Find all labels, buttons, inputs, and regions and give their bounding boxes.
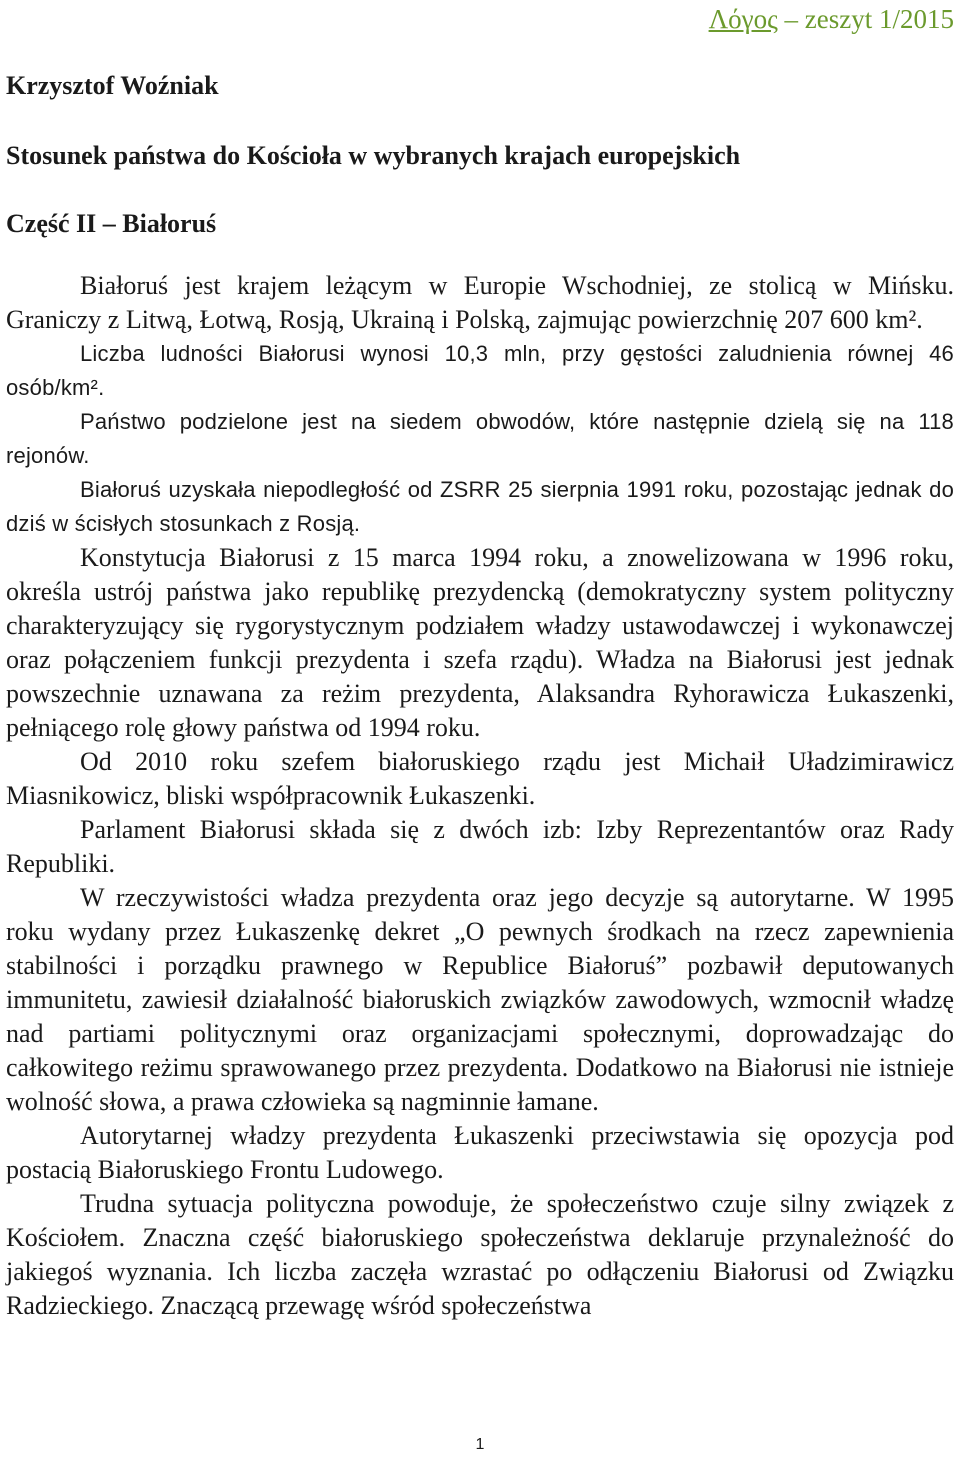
paragraph-2: Liczba ludności Białorusi wynosi 10,3 mln, przy gęstości zaludnienia równej 46 osób/km².: [6, 341, 954, 400]
article-body: [6, 269, 954, 1323]
paragraph-9: Autorytarnej władzy prezydenta Łukaszenki przeciwstawia się opozycja pod postacią Białoruskiego Frontu Ludowego.: [6, 1121, 954, 1184]
journal-name: Λόγος: [708, 4, 778, 34]
paragraph-6: Od 2010 roku szefem białoruskiego rządu jest Michaił Uładzimirawicz Miasnikowicz, bliski współpracownik Łukaszenki.: [6, 747, 954, 810]
journal-issue: – zeszyt 1/2015: [777, 4, 954, 34]
article-title: Stosunek państwa do Kościoła w wybranych krajach europejskich: [6, 141, 741, 170]
page-number: 1: [475, 1436, 485, 1453]
paragraph-1: Białoruś jest krajem leżącym w Europie Wschodniej, ze stolicą w Mińsku. Graniczy z Litwą, Łotwą, Rosją, Ukrainą i Polską, zajmując powierzchnię 207 600 km².: [6, 271, 954, 334]
paragraph-7: Parlament Białorusi składa się z dwóch izb: Izby Reprezentantów oraz Rady Republiki.: [6, 815, 954, 878]
article-author: Krzysztof Woźniak: [6, 71, 219, 100]
article-part-heading: Część II – Białoruś: [6, 209, 217, 238]
paragraph-5: Konstytucja Białorusi z 15 marca 1994 roku, a znowelizowana w 1996 roku, określa ustrój państwa jako republikę prezydencką (demokratyczny system polityczny charakteryzujący się rygorystycznym podziałem władzy ustawodawczej i wykonawczej oraz połączeniem funkcji prezydenta i szefa rządu). Władza na Białorusi jest jednak powszechnie uznawana za reżim prezydenta, Alaksandra Ryhorawicza Łukaszenki, pełniącego rolę głowy państwa od 1994 roku.: [6, 543, 954, 742]
paragraph-10: Trudna sytuacja polityczna powoduje, że społeczeństwo czuje silny związek z Kościołem. Znaczna część białoruskiego społeczeństwa deklaruje przynależność do jakiegoś wyznania. Ich liczba zaczęła wzrastać po odłączeniu Białorusi od Związku Radzieckiego. Znaczącą przewagę wśród społeczeństwa: [6, 1189, 954, 1320]
paragraph-4: Białoruś uzyskała niepodległość od ZSRR 25 sierpnia 1991 roku, pozostając jednak do dziś w ścisłych stosunkach z Rosją.: [6, 477, 954, 536]
paragraph-3: Państwo podzielone jest na siedem obwodów, które następnie dzielą się na 118 rejonów.: [6, 409, 954, 468]
paragraph-8: W rzeczywistości władza prezydenta oraz jego decyzje są autorytarne. W 1995 roku wydany przez Łukaszenkę dekret „O pewnych środkach na rzecz zapewnienia stabilności i porządku prawnego w Republice Białoruś” pozbawił deputowanych immunitetu, zawiesił działalność białoruskich związków zawodowych, wzmocnił władzę nad partiami politycznymi oraz organizacjami społecznymi, doprowadzając do całkowitego reżimu sprawowanego przez prezydenta. Dodatkowo na Białorusi nie istnieje wolność słowa, a prawa człowieka są nagminnie łamane.: [6, 883, 954, 1116]
journal-header: [709, 2, 954, 36]
